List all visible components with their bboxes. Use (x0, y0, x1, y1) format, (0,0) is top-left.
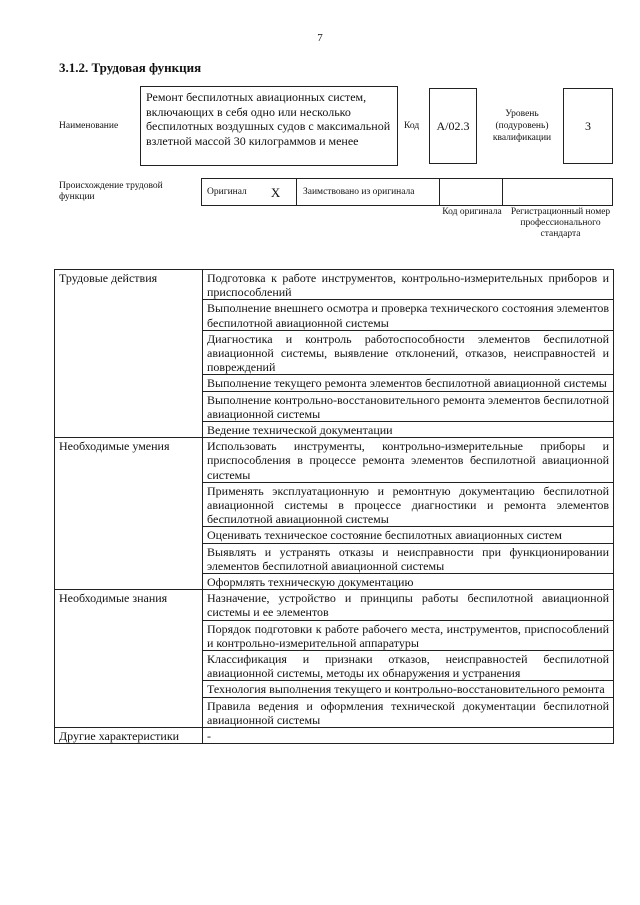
section-item: Использовать инструменты, контрольно-измерительные приборы и приспособления в процессе ремонта элементов беспилотной авиационной системы (203, 438, 614, 483)
code-original-cell (439, 178, 503, 206)
section-item: Выполнение контрольно-восстановительного ремонта элементов беспилотной авиационной системы (203, 391, 614, 421)
section-item: - (203, 728, 614, 744)
function-table (54, 269, 614, 744)
qualification-level-box: 3 (563, 88, 613, 164)
section-item: Оформлять техническую документацию (203, 574, 614, 590)
section-item: Выполнение текущего ремонта элементов беспилотной авиационной системы (203, 375, 614, 391)
table-row (55, 590, 614, 620)
code-value-box: А/02.3 (429, 88, 477, 164)
origin-row (201, 178, 613, 206)
code-label: Код (404, 121, 420, 131)
section-item: Технология выполнения текущего и контрольно-восстановительного ремонта (203, 681, 614, 697)
section-item: Выполнение внешнего осмотра и проверка технического состояния элементов беспилотной авиационной системы (203, 300, 614, 330)
original-cell (201, 178, 297, 206)
section-item: Диагностика и контроль работоспособности элементов беспилотной авиационной системы, выявление отклонений, отказов, неисправностей и повреждений (203, 330, 614, 375)
borrowed-cell (296, 178, 440, 206)
section-title: 3.1.2. Трудовая функция (59, 60, 202, 75)
section-item: Классификация и признаки отказов, неисправностей беспилотной авиационной системы, методы их обнаружения и устранения (203, 651, 614, 681)
section-item: Ведение технической документации (203, 422, 614, 438)
section-item: Правила ведения и оформления технической документации беспилотной авиационной системы (203, 697, 614, 727)
section-item: Применять эксплуатационную и ремонтную документацию беспилотной авиационной системы в процессе диагностики и ремонта элементов беспилотной авиационной системы (203, 482, 614, 527)
section-item: Порядок подготовки к работе рабочего места, инструментов, приспособлений и контрольно-измерительной аппаратуры (203, 620, 614, 650)
table-row (55, 270, 614, 300)
borrowed-label: Заимствовано из оригинала (303, 186, 415, 197)
page-number: 7 (317, 32, 323, 44)
section-item: Назначение, устройство и принципы работы беспилотной авиационной системы и ее элементов (203, 590, 614, 620)
section-item: Выявлять и устранять отказы и неисправности при функционировании элементов беспилотной авиационной системы (203, 543, 614, 573)
section-heading: Необходимые знания (55, 590, 203, 728)
origin-label: Происхождение трудовой функции (59, 181, 163, 202)
reg-number-label: Регистрационный номер профессионального стандарта (510, 207, 611, 239)
reg-number-cell (502, 178, 613, 206)
original-mark: X (270, 184, 281, 200)
section-heading: Другие характеристики (55, 728, 203, 744)
table-row (55, 438, 614, 483)
section-item: Оценивать техническое состояние беспилотных авиационных систем (203, 527, 614, 543)
section-item: Подготовка к работе инструментов, контрольно-измерительных приборов и приспособлений (203, 270, 614, 300)
function-name-box: Ремонт беспилотных авиационных систем, включающих в себя одно или несколько беспилотных воздушных судов с максимальной взлетной массой 30 килограммов и менее (140, 86, 398, 166)
section-heading: Необходимые умения (55, 438, 203, 590)
original-label: Оригинал (207, 186, 247, 197)
table-row (55, 728, 614, 744)
section-heading: Трудовые действия (55, 270, 203, 438)
qualification-level-label: Уровень (подуровень) квалификации (492, 109, 552, 143)
name-label: Наименование (59, 121, 119, 131)
code-original-label: Код оригинала (442, 207, 502, 217)
